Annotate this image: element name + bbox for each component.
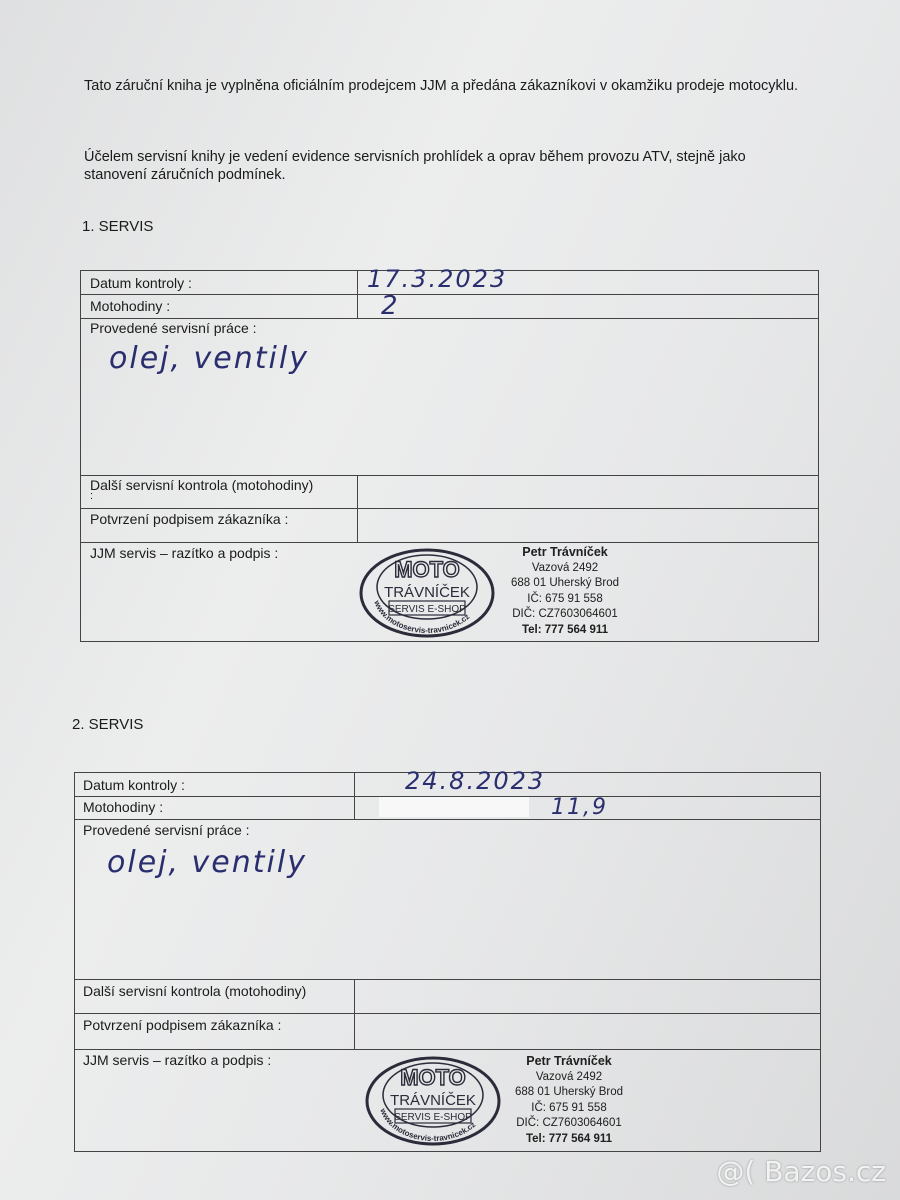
stamp-dic: DIČ: CZ7603064601 [512,608,618,620]
servis-1-stamp [357,547,497,639]
bazos-watermark: @( Bazos.cz [716,1155,886,1188]
servis-2-datum-label: Datum kontroly : [83,777,185,793]
servis-2-motohodiny-label: Motohodiny : [83,799,164,815]
servis-1-razitko-label: JJM servis – razítko a podpis : [90,545,279,561]
stamp-url-text: www.motoservis-travnicek.cz [378,1107,478,1144]
servis-1-potvrzeni-label: Potvrzení podpisem zákazníka : [90,511,289,527]
stamp-city: 688 01 Uherský Brod [514,1086,624,1098]
stamp-oval-logo [357,547,497,639]
servis-1-stamp-info [495,545,635,638]
servis-2-stamp-info [499,1054,639,1147]
servis-2-datum-value[interactable]: 24.8.2023 [405,767,546,795]
stamp-moto-text: MOTO [400,1065,466,1090]
servis-2-razitko-label: JJM servis – razítko a podpis : [83,1052,272,1068]
stamp-tel: Tel: 777 564 911 [521,623,609,636]
stamp-dic: DIČ: CZ7603064601 [516,1117,622,1129]
correction-tape [379,797,529,817]
servis-1-motohodiny-label: Motohodiny : [90,298,171,314]
servis-1-datum-value[interactable]: 17.3.2023 [367,265,508,293]
stamp-oval-logo [363,1055,503,1147]
stamp-name: Petr Trávníček [526,1054,612,1068]
servis-2-form [74,767,821,1152]
servis-1-dalsi-label: Další servisní kontrola (motohodiny) [90,477,314,493]
stamp-street: Vazová 2492 [535,1070,603,1083]
servis-2-stamp [363,1055,503,1147]
servis-1-dalsi-colon: : [90,490,94,502]
servis-2-dalsi-label: Další servisní kontrola (motohodiny) [83,983,307,999]
stamp-street: Vazová 2492 [531,561,599,574]
servis-1-motohodiny-value[interactable]: 2 [381,291,400,321]
servis-1-form [80,265,819,642]
servis-2-motohodiny-value[interactable]: 11,9 [551,795,608,820]
servis-2-potvrzeni-label: Potvrzení podpisem zákazníka : [83,1017,282,1033]
stamp-eshop-text: SERVIS E-SHOP [394,1112,472,1123]
servis-2-heading: 2. SERVIS [72,716,144,733]
servis-1-heading: 1. SERVIS [82,218,154,235]
servis-1-datum-label: Datum kontroly : [90,275,192,291]
intro-paragraph-1: Tato záruční kniha je vyplněna oficiálním prodejcem JJM a předána zákazníkovi v okamžiku prodeje motocyklu. [84,78,799,94]
servis-1-prace-label: Provedené servisní práce : [90,320,257,336]
stamp-travnicek-text: TRÁVNÍČEK [390,1092,476,1109]
stamp-travnicek-text: TRÁVNÍČEK [384,584,470,601]
stamp-moto-text: MOTO [394,557,460,582]
intro-paragraph-2: Účelem servisní knihy je vedení evidence servisních prohlídek a oprav během provozu ATV, stejně jako stanovení záručních podmínek. [84,149,746,183]
stamp-url-text: www.motoservis-travnicek.cz [372,599,472,636]
stamp-city: 688 01 Uherský Brod [510,577,620,589]
servis-2-prace-value[interactable]: olej, ventily [107,845,307,880]
stamp-tel: Tel: 777 564 911 [525,1132,613,1145]
stamp-ic: IČ: 675 91 558 [531,1101,607,1114]
stamp-eshop-text: SERVIS E-SHOP [388,604,466,615]
stamp-ic: IČ: 675 91 558 [527,592,603,605]
servis-1-prace-value[interactable]: olej, ventily [109,341,309,376]
stamp-name: Petr Trávníček [522,545,608,559]
servis-2-prace-label: Provedené servisní práce : [83,822,250,838]
